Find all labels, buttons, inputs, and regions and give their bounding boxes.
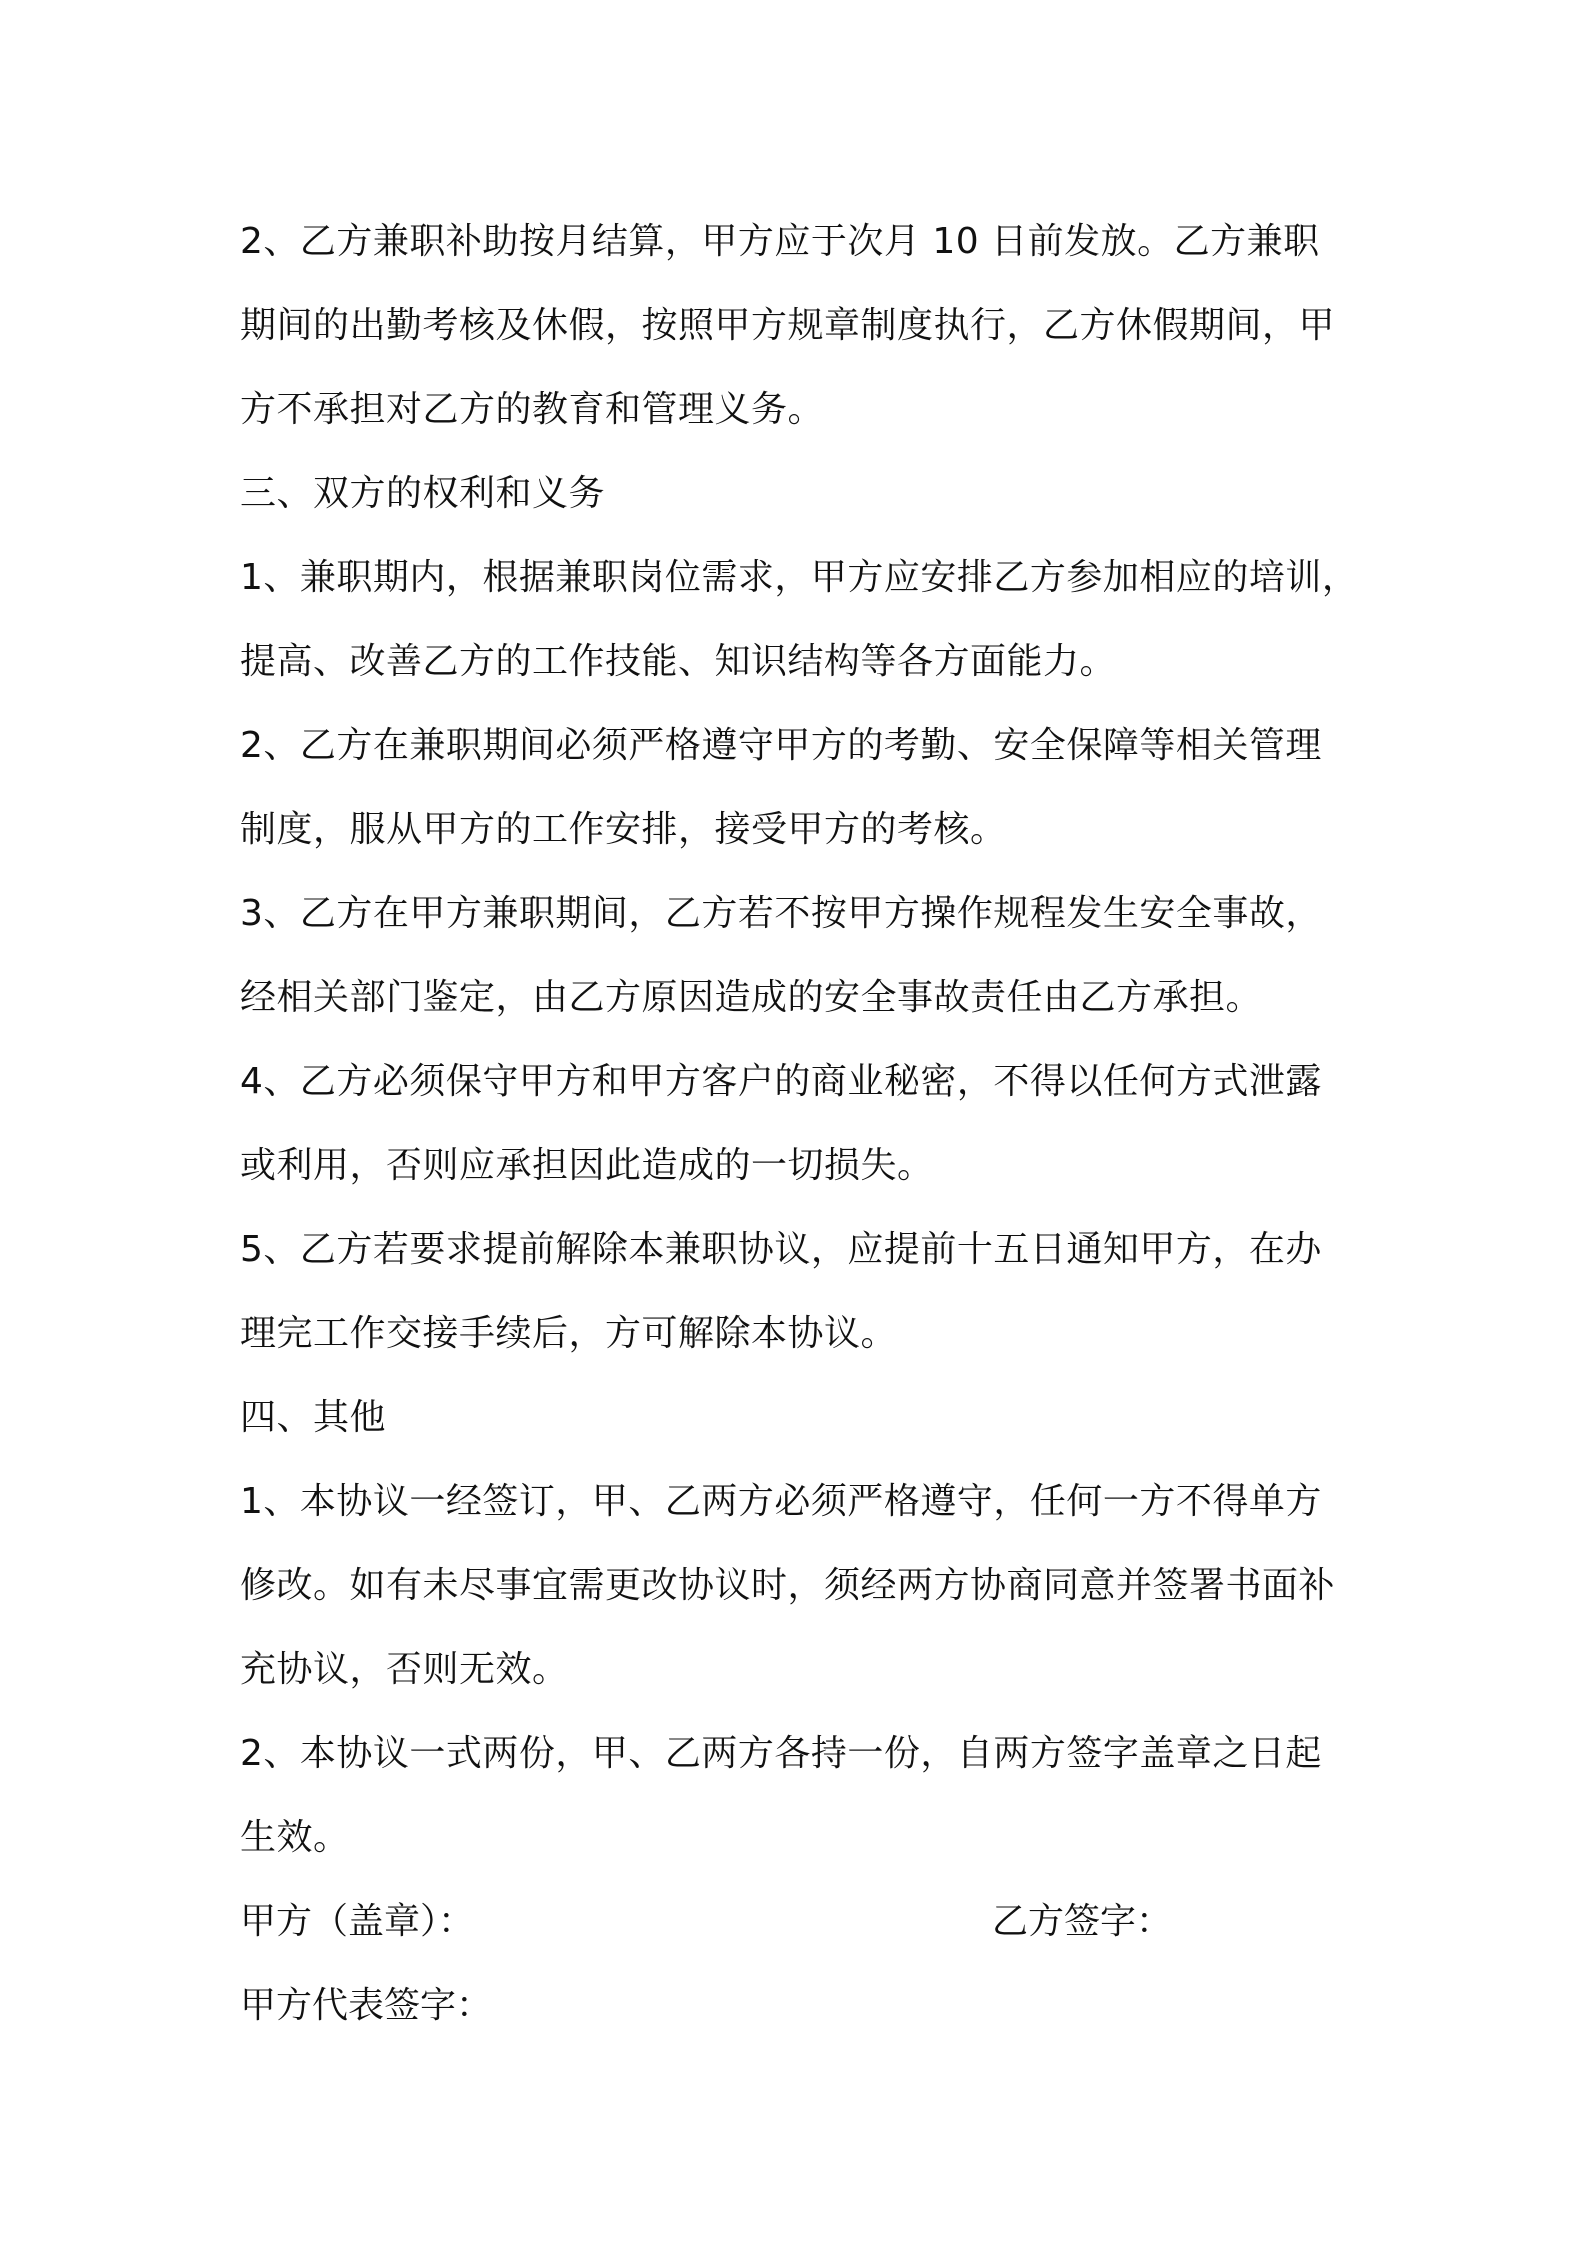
- text-line: 或利用，否则应承担因此造成的一切损失。: [240, 1145, 934, 1186]
- document-body: [240, 200, 1360, 2048]
- text-line: 2、乙方兼职补助按月结算，甲方应于次月 10 日前发放。乙方兼职: [240, 221, 1320, 262]
- text-line: 1、本协议一经签订，甲、乙两方必须严格遵守，任何一方不得单方: [240, 1481, 1322, 1522]
- signature-row-main: [240, 1880, 1360, 1964]
- heading-text: 三、双方的权利和义务: [240, 473, 606, 514]
- text-line: 充协议，否则无效。: [240, 1649, 569, 1690]
- party-b-signature-label: 乙方签字：: [992, 1901, 1173, 1942]
- paragraph-rights-3: [240, 872, 1360, 1040]
- text-line: 3、乙方在甲方兼职期间，乙方若不按甲方操作规程发生安全事故，: [240, 893, 1322, 934]
- text-line: 2、乙方在兼职期间必须严格遵守甲方的考勤、安全保障等相关管理: [240, 725, 1322, 766]
- party-a-representative-label: 甲方代表签字：: [240, 1985, 493, 2026]
- heading-text: 四、其他: [240, 1397, 387, 1438]
- section-heading-rights: [240, 452, 1360, 536]
- paragraph-rights-2: [240, 704, 1360, 872]
- text-line: 5、乙方若要求提前解除本兼职协议，应提前十五日通知甲方，在办: [240, 1229, 1322, 1270]
- text-line: 经相关部门鉴定，由乙方原因造成的安全事故责任由乙方承担。: [240, 977, 1263, 1018]
- text-line: 4、乙方必须保守甲方和甲方客户的商业秘密，不得以任何方式泄露: [240, 1061, 1322, 1102]
- text-line: 生效。: [240, 1817, 350, 1858]
- paragraph-rights-4: [240, 1040, 1360, 1208]
- text-line: 1、兼职期内，根据兼职岗位需求，甲方应安排乙方参加相应的培训，: [240, 557, 1359, 598]
- section-heading-other: [240, 1376, 1360, 1460]
- signature-row-representative: [240, 1964, 1360, 2048]
- paragraph-other-2: [240, 1712, 1360, 1880]
- text-line: 期间的出勤考核及休假，按照甲方规章制度执行，乙方休假期间，甲: [240, 305, 1336, 346]
- text-line: 提高、改善乙方的工作技能、知识结构等各方面能力。: [240, 641, 1117, 682]
- paragraph-rights-1: [240, 536, 1360, 704]
- paragraph-salary: [240, 200, 1360, 452]
- text-line: 修改。如有未尽事宜需更改协议时，须经两方协商同意并签署书面补: [240, 1565, 1336, 1606]
- text-line: 2、本协议一式两份，甲、乙两方各持一份，自两方签字盖章之日起: [240, 1733, 1322, 1774]
- paragraph-other-1: [240, 1460, 1360, 1712]
- paragraph-rights-5: [240, 1208, 1360, 1376]
- text-line: 制度，服从甲方的工作安排，接受甲方的考核。: [240, 809, 1007, 850]
- party-a-seal-label: 甲方（盖章）：: [240, 1901, 475, 1942]
- text-line: 方不承担对乙方的教育和管理义务。: [240, 389, 825, 430]
- text-line: 理完工作交接手续后，方可解除本协议。: [240, 1313, 898, 1354]
